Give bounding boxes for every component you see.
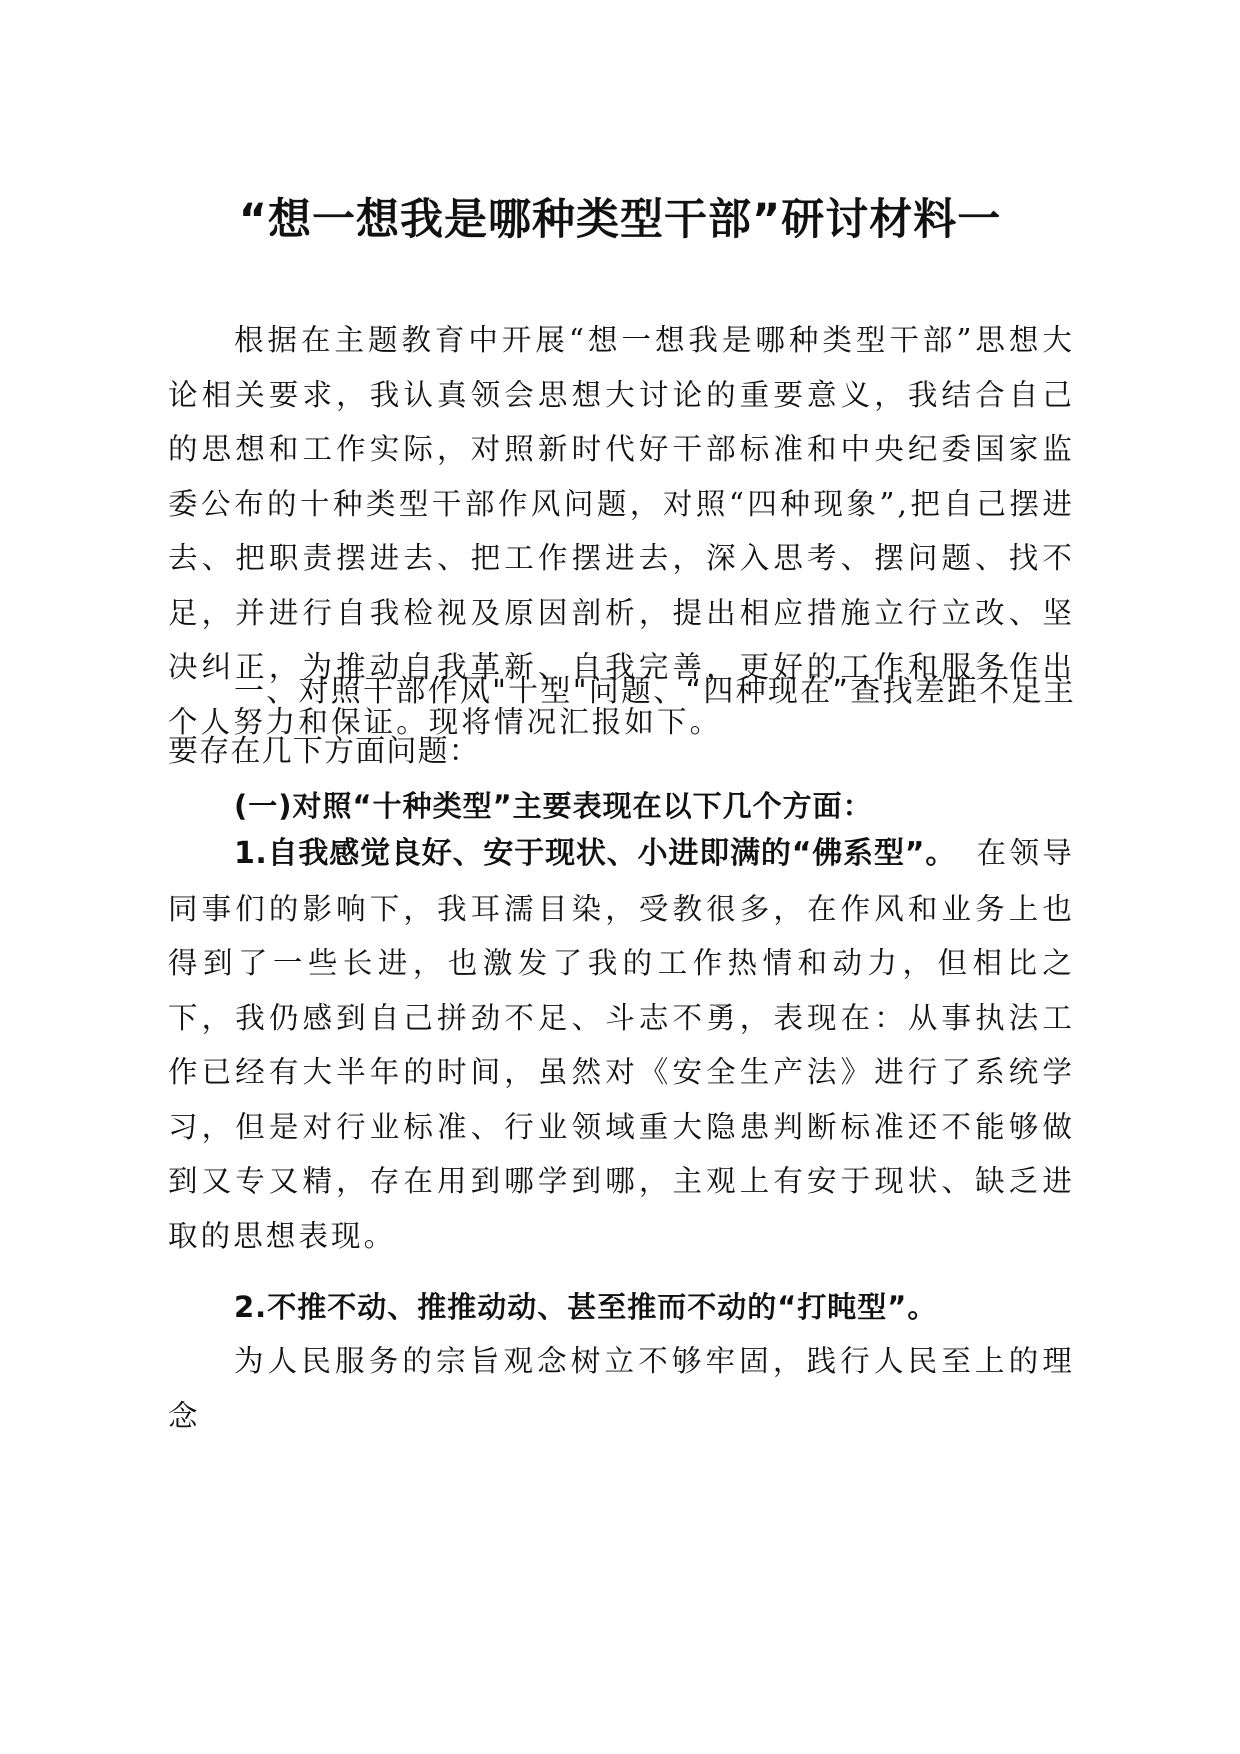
item-1-paragraph — [168, 826, 1075, 1263]
item-1-heading: 1.自我感觉良好、安于现状、小进即满的“佛系型”。 — [234, 836, 957, 871]
intro-paragraph: 根据在主题教育中开展“想一想我是哪种类型干部”思想大论相关要求，我认真领会思想大讨论的重要意义，我结合自己的思想和工作实际，对照新时代好干部标准和中央纪委国家监委公布的十种类型干部作风问题，对照“四种现象”,把自己摆进去、把职责摆进去、把工作摆进去，深入思考、摆问题、找不足，并进行自我检视及原因剖析，提出相应措施立行立改、坚决纠正，为推动自我革新、自我完善，更好的工作和服务作出个人努力和保证。现将情况汇报如下。 — [168, 323, 1075, 739]
subsection-heading: (一)对照“十种类型”主要表现在以下几个方面： — [234, 789, 873, 823]
item-1-body: 在领导同事们的影响下，我耳濡目染，受教很多，在作风和业务上也得到了一些长进，也激发了我的工作热情和动力，但相比之下，我仍感到自己拼劲不足、斗志不勇，表现在：从事执法工作已经有大半年的时间，虽然对《安全生产法》进行了系统学习，但是对行业标准、行业领域重大隐患判断标准还不能够做到又专又精，存在用到哪学到哪，主观上有安于现状、缺乏进取的思想表现。 — [168, 836, 1075, 1253]
document-title: “想一想我是哪种类型干部”研讨材料一 — [238, 195, 1002, 245]
section-heading: 一、对照干部作风"十型"问题、“四种现在”查找差距不足主要存在几下方面问题： — [168, 674, 1075, 769]
item-2-heading: 2.不推不动、推推动动、甚至推而不动的“打盹型”。 — [234, 1290, 938, 1324]
item-2-body: 为人民服务的宗旨观念树立不够牢固，践行人民至上的理念 — [168, 1344, 1075, 1433]
